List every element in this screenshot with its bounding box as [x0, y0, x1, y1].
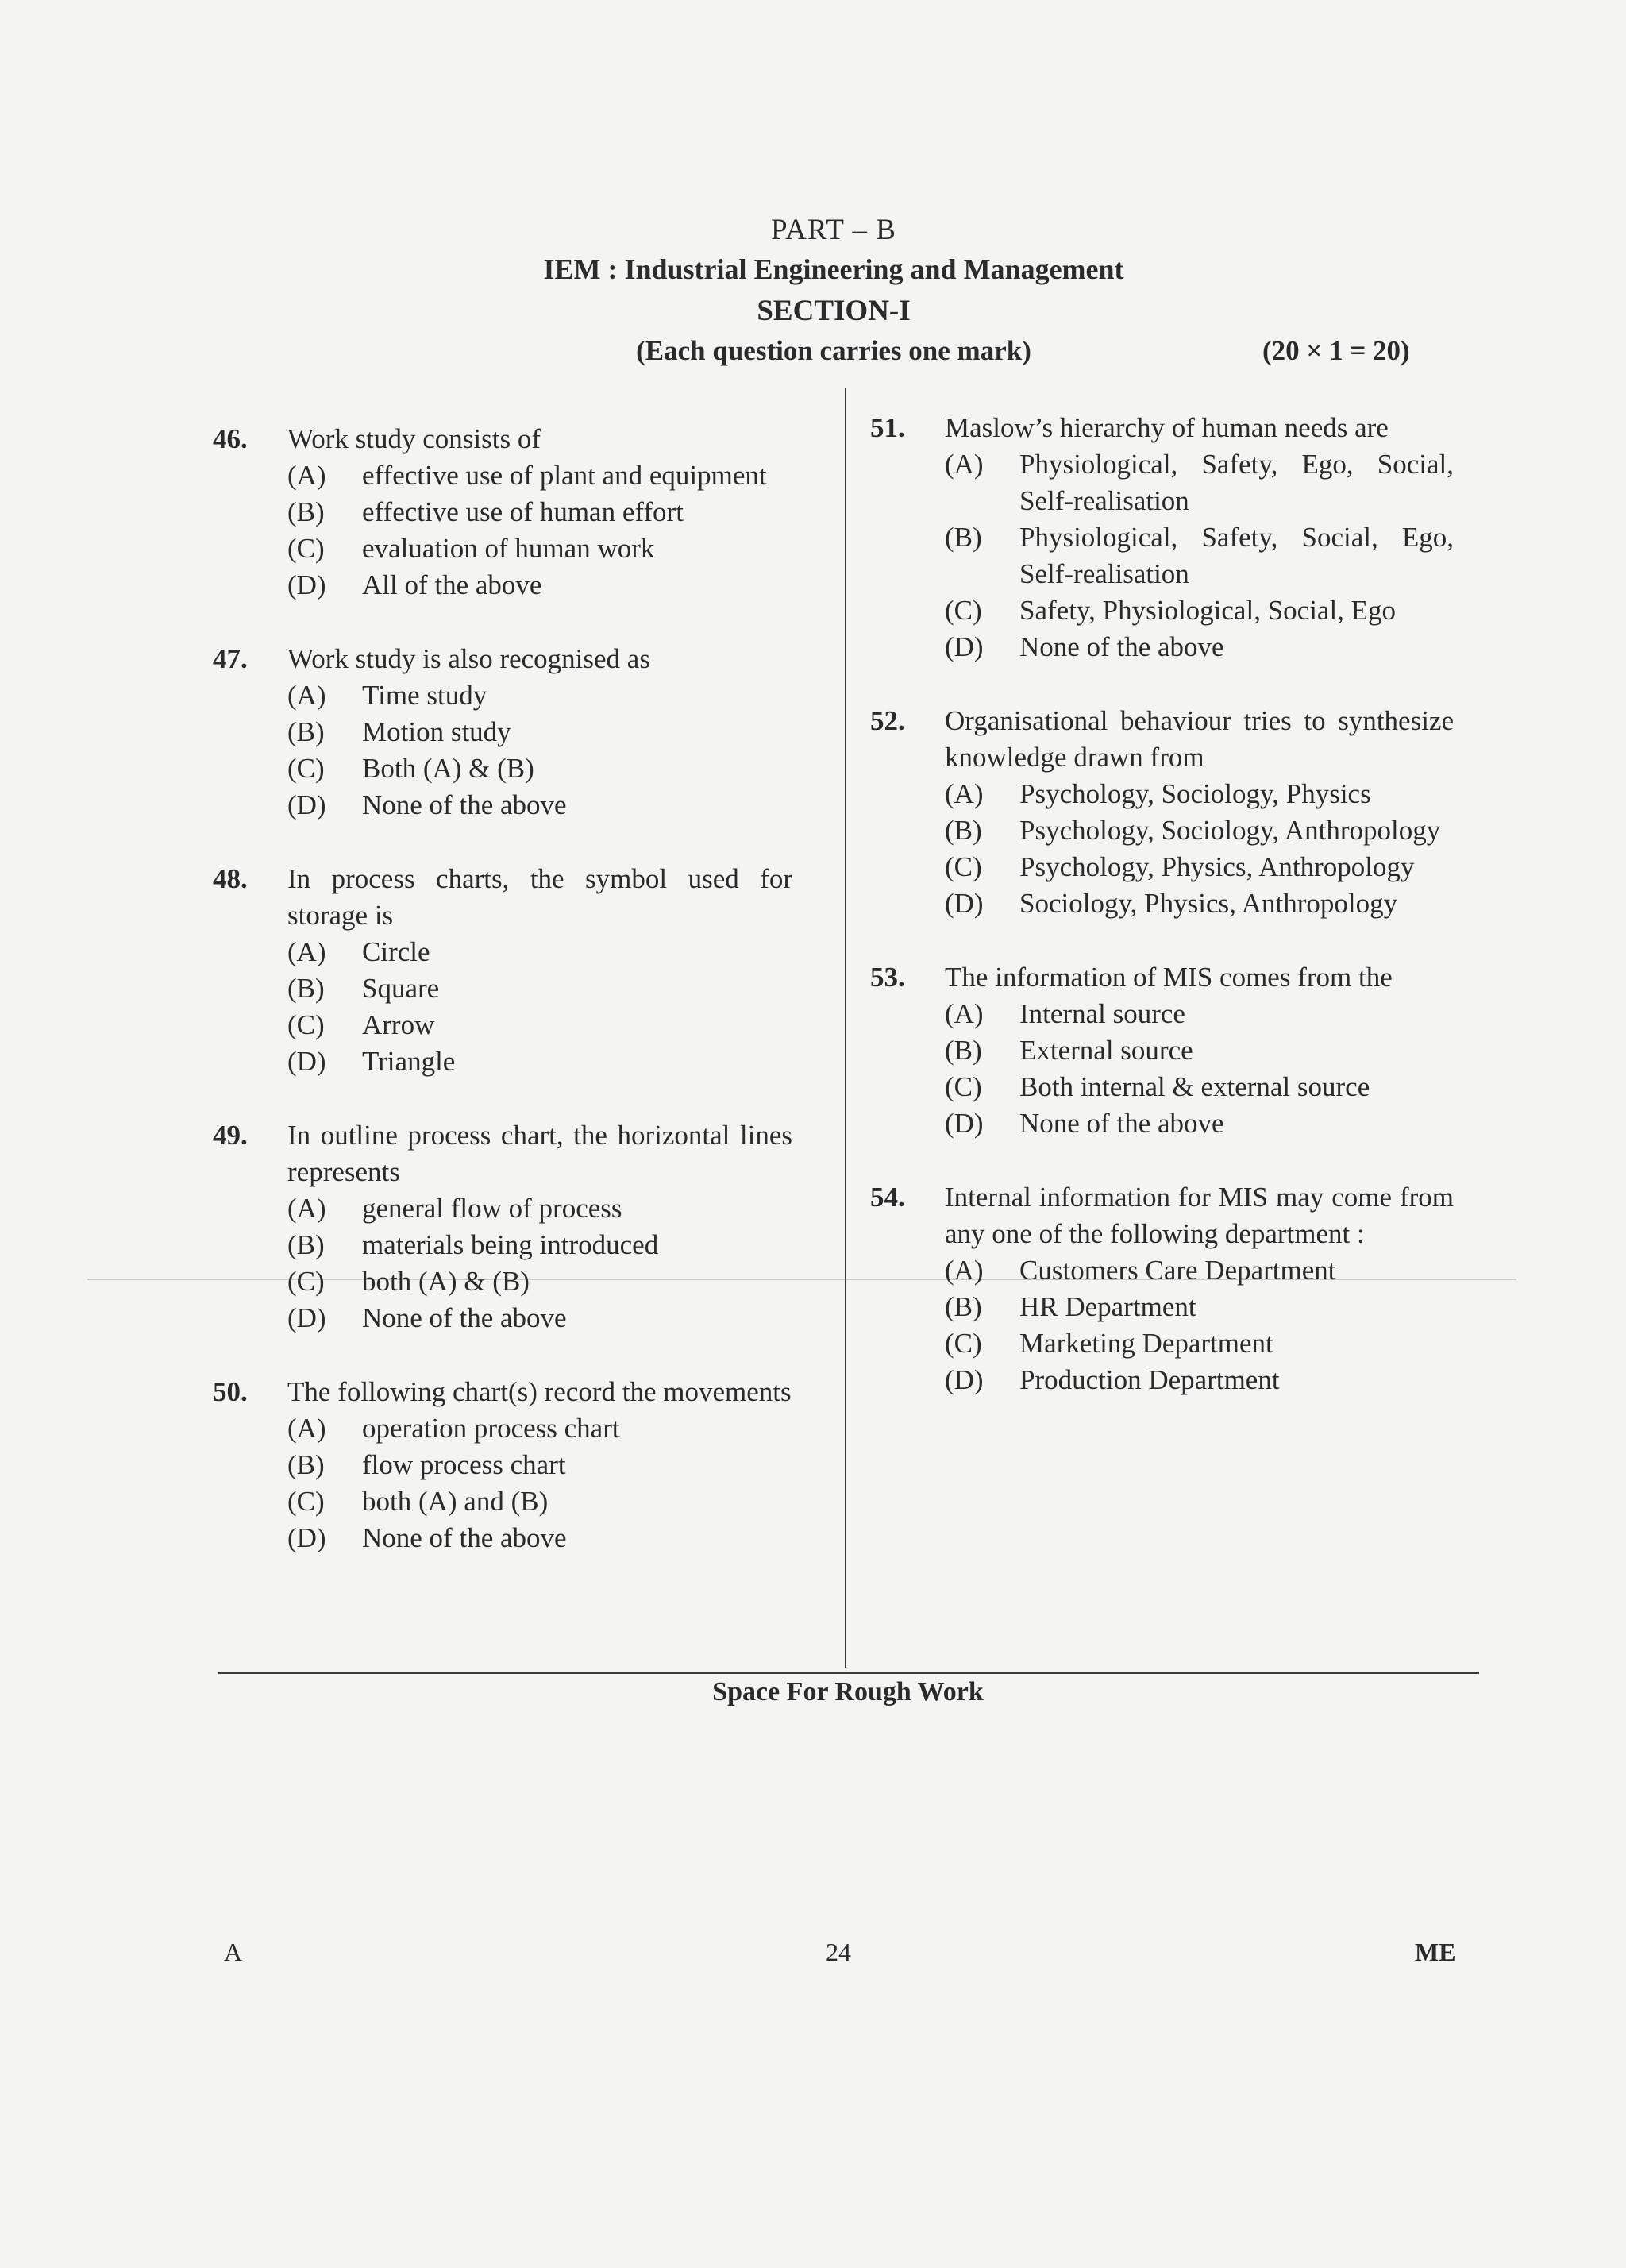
option-text: Marketing Department: [1019, 1328, 1273, 1359]
option-letter: (B): [287, 1449, 325, 1480]
page-number: 24: [826, 1938, 851, 1966]
option-c: [945, 849, 1454, 885]
option-d: [287, 567, 792, 604]
option-b: [287, 1447, 792, 1483]
question-number: 47.: [213, 643, 248, 674]
option-text: operation process chart: [362, 1413, 620, 1444]
question-text: Organisational behaviour tries to synthesize knowledge drawn from: [945, 705, 1454, 773]
option-b: [287, 1227, 792, 1263]
option-text: None of the above: [362, 1522, 567, 1553]
question-text: Maslow’s hierarchy of human needs are: [945, 412, 1389, 443]
question-number: 51.: [870, 412, 905, 443]
question-text: Internal information for MIS may come from any one of the following department :: [945, 1182, 1454, 1249]
option-text: Both internal & external source: [1019, 1071, 1370, 1102]
option-text: evaluation of human work: [362, 533, 655, 564]
marks-note: (Each question carries one mark): [636, 335, 1031, 366]
subject-heading: IEM : Industrial Engineering and Management: [543, 253, 1124, 285]
option-letter: (B): [945, 815, 982, 846]
option-text: Motion study: [362, 716, 511, 747]
option-text: both (A) & (B): [362, 1266, 530, 1297]
part-heading: PART – B: [771, 214, 896, 246]
question-54: [870, 1179, 1454, 1398]
option-text: Physiological, Safety, Social, Ego, Self-realisation: [1019, 522, 1454, 589]
question-number: 48.: [213, 863, 248, 894]
option-text: Time study: [362, 680, 487, 711]
option-text: Arrow: [362, 1009, 435, 1040]
option-letter: (B): [287, 496, 325, 527]
option-text: Sociology, Physics, Anthropology: [1019, 888, 1398, 919]
option-letter: (C): [287, 753, 325, 784]
option-d: [945, 629, 1454, 665]
option-text: flow process chart: [362, 1449, 566, 1480]
option-letter: (B): [945, 522, 982, 553]
question-number: 53.: [870, 962, 905, 993]
column-divider: [845, 388, 846, 1668]
option-letter: (C): [287, 1266, 325, 1297]
option-letter: (B): [287, 1229, 325, 1260]
option-letter: (D): [287, 1046, 326, 1077]
option-c: [287, 750, 792, 787]
option-letter: (B): [945, 1291, 982, 1322]
questions-right-column: [870, 410, 1454, 1398]
option-text: effective use of human effort: [362, 496, 684, 527]
question-number: 46.: [213, 423, 248, 454]
option-b: [945, 1032, 1454, 1069]
option-b: [945, 519, 1454, 592]
option-a: [287, 677, 792, 714]
option-text: Psychology, Physics, Anthropology: [1019, 851, 1415, 882]
option-text: Circle: [362, 936, 430, 967]
option-text: None of the above: [1019, 631, 1224, 662]
option-letter: (A): [945, 778, 984, 809]
question-50: [213, 1374, 792, 1556]
option-text: Psychology, Sociology, Physics: [1019, 778, 1371, 809]
option-letter: (C): [287, 1486, 325, 1517]
option-d: [287, 1520, 792, 1556]
booklet-series: A: [224, 1938, 243, 1966]
question-text: Work study is also recognised as: [287, 643, 650, 674]
option-letter: (D): [287, 1522, 326, 1553]
option-text: effective use of plant and equipment: [362, 460, 767, 491]
option-letter: (A): [287, 1193, 326, 1224]
option-text: None of the above: [362, 1302, 567, 1333]
section-heading: SECTION-I: [757, 295, 911, 327]
option-c: [287, 1007, 792, 1043]
question-text: In process charts, the symbol used for storage is: [287, 863, 792, 931]
option-b: [287, 494, 792, 530]
option-letter: (C): [287, 1009, 325, 1040]
option-a: [945, 1252, 1454, 1289]
option-text: Safety, Physiological, Social, Ego: [1019, 595, 1397, 626]
option-letter: (A): [945, 998, 984, 1029]
option-text: materials being introduced: [362, 1229, 659, 1260]
option-letter: (C): [945, 1071, 982, 1102]
question-text: The following chart(s) record the movements: [287, 1376, 792, 1407]
option-text: Internal source: [1019, 998, 1185, 1029]
option-letter: (C): [945, 1328, 982, 1359]
option-c: [287, 1263, 792, 1300]
option-letter: (A): [287, 1413, 326, 1444]
option-text: HR Department: [1019, 1291, 1196, 1322]
question-49: [213, 1117, 792, 1336]
option-a: [287, 1190, 792, 1227]
option-text: general flow of process: [362, 1193, 622, 1224]
option-letter: (D): [287, 789, 326, 820]
marks-total: (20 × 1 = 20): [1262, 335, 1410, 366]
question-number: 52.: [870, 705, 905, 736]
option-a: [287, 457, 792, 494]
question-text: Work study consists of: [287, 423, 541, 454]
option-a: [945, 446, 1454, 519]
option-text: Both (A) & (B): [362, 753, 534, 784]
option-text: All of the above: [362, 569, 542, 600]
question-number: 54.: [870, 1182, 905, 1213]
question-48: [213, 861, 792, 1080]
option-b: [287, 970, 792, 1007]
question-text: In outline process chart, the horizontal lines represents: [287, 1120, 792, 1187]
option-letter: (B): [287, 973, 325, 1004]
option-a: [287, 934, 792, 970]
option-c: [945, 592, 1454, 629]
option-letter: (A): [287, 680, 326, 711]
option-a: [287, 1410, 792, 1447]
question-51: [870, 410, 1454, 665]
option-letter: (D): [945, 1364, 984, 1395]
option-text: both (A) and (B): [362, 1486, 549, 1517]
option-text: Psychology, Sociology, Anthropology: [1019, 815, 1441, 846]
question-53: [870, 959, 1454, 1142]
question-47: [213, 641, 792, 824]
option-letter: (D): [287, 1302, 326, 1333]
option-d: [287, 1300, 792, 1336]
option-a: [945, 996, 1454, 1032]
question-46: [213, 421, 792, 604]
option-letter: (D): [945, 888, 984, 919]
option-letter: (A): [287, 460, 326, 491]
option-letter: (B): [287, 716, 325, 747]
rough-work-label: Space For Rough Work: [712, 1677, 984, 1707]
option-d: [287, 1043, 792, 1080]
option-letter: (D): [945, 1108, 984, 1139]
option-text: Physiological, Safety, Ego, Social, Self-realisation: [1019, 449, 1454, 516]
option-b: [945, 812, 1454, 849]
option-text: Customers Care Department: [1019, 1255, 1336, 1286]
option-text: None of the above: [1019, 1108, 1224, 1139]
option-c: [945, 1325, 1454, 1362]
option-letter: (C): [945, 851, 982, 882]
option-d: [945, 1105, 1454, 1142]
option-d: [945, 885, 1454, 922]
option-b: [945, 1289, 1454, 1325]
questions-left-column: [213, 421, 792, 1556]
option-letter: (C): [945, 595, 982, 626]
rough-work-divider: [218, 1672, 1479, 1674]
option-letter: (A): [945, 449, 984, 480]
option-d: [287, 787, 792, 824]
option-letter: (A): [287, 936, 326, 967]
option-text: None of the above: [362, 789, 567, 820]
option-a: [945, 776, 1454, 812]
option-letter: (A): [945, 1255, 984, 1286]
option-c: [945, 1069, 1454, 1105]
paper-code: ME: [1415, 1938, 1456, 1966]
option-text: Triangle: [362, 1046, 456, 1077]
option-letter: (C): [287, 533, 325, 564]
option-letter: (B): [945, 1035, 982, 1066]
question-number: 49.: [213, 1120, 248, 1151]
option-text: Square: [362, 973, 440, 1004]
question-52: [870, 703, 1454, 922]
question-text: The information of MIS comes from the: [945, 962, 1393, 993]
option-letter: (D): [945, 631, 984, 662]
option-text: External source: [1019, 1035, 1193, 1066]
option-b: [287, 714, 792, 750]
option-c: [287, 530, 792, 567]
option-letter: (D): [287, 569, 326, 600]
option-text: Production Department: [1019, 1364, 1280, 1395]
option-d: [945, 1362, 1454, 1398]
option-c: [287, 1483, 792, 1520]
question-number: 50.: [213, 1376, 248, 1407]
